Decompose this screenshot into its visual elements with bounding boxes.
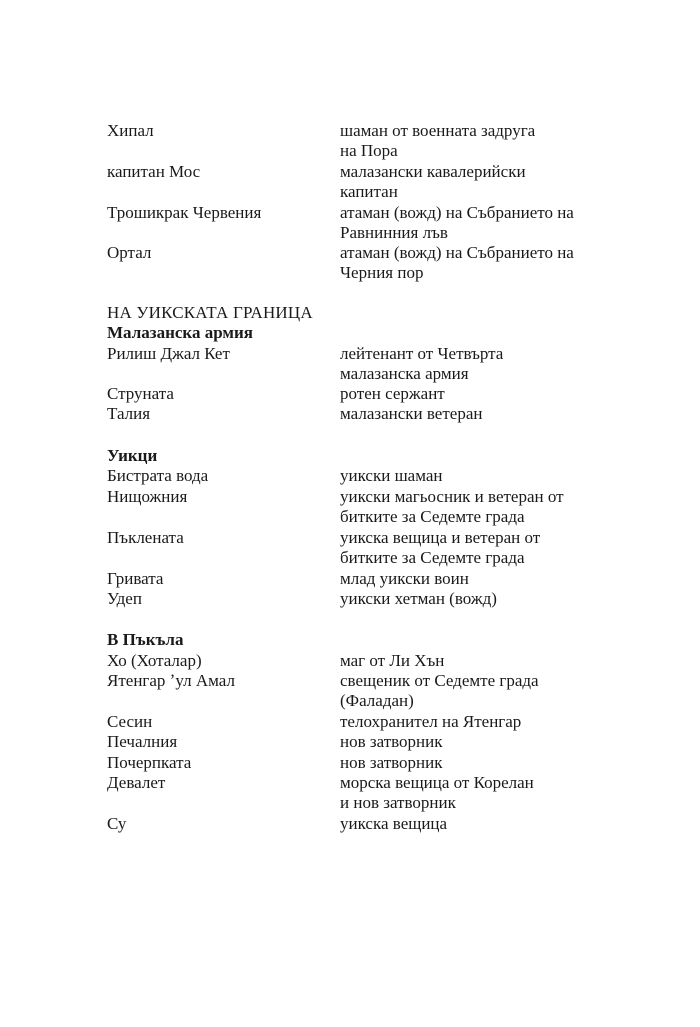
character-name: Нищожния xyxy=(107,487,188,506)
description-line: уикска вещица и ветеран от xyxy=(340,528,541,547)
character-description xyxy=(340,814,625,834)
character-description xyxy=(340,651,625,671)
character-description xyxy=(340,344,625,384)
character-name: капитан Мос xyxy=(107,162,201,181)
description-line: битките за Седемте града xyxy=(340,507,525,526)
description-line: уикски хетман (вожд) xyxy=(340,589,497,608)
description-line: капитан xyxy=(340,182,398,201)
character-name: Удеп xyxy=(107,589,142,608)
character-name: Ятенгар ʼул Амал xyxy=(107,671,235,690)
description-line: и нов затворник xyxy=(340,793,456,812)
description-line: битките за Седемте града xyxy=(340,548,525,567)
character-name: Пъклената xyxy=(107,528,184,547)
character-description xyxy=(340,404,625,424)
description-line: (Фаладан) xyxy=(340,691,414,710)
character-description xyxy=(340,466,625,486)
description-line: Равнинния лъв xyxy=(340,223,448,242)
character-name: Рилиш Джал Кет xyxy=(107,344,230,363)
character-description xyxy=(340,671,625,711)
character-description xyxy=(340,203,625,243)
description-line: шаман от военната задруга xyxy=(340,121,536,140)
description-line: телохранител на Ятенгар xyxy=(340,712,522,731)
character-name: Почерпката xyxy=(107,753,192,772)
character-description xyxy=(340,569,625,589)
character-name: Девалет xyxy=(107,773,166,792)
group-heading: Малазанска армия xyxy=(107,323,253,342)
description-line: малазанска армия xyxy=(340,364,469,383)
description-line: малазански кавалерийски xyxy=(340,162,526,181)
character-name: Ортал xyxy=(107,243,152,262)
description-line: свещеник от Седемте града xyxy=(340,671,539,690)
character-name: Талия xyxy=(107,404,151,423)
character-description xyxy=(340,162,625,202)
character-description xyxy=(340,712,625,732)
character-name: Бистрата вода xyxy=(107,466,209,485)
description-line: атаман (вожд) на Събранието на xyxy=(340,243,574,262)
description-line: нов затворник xyxy=(340,753,443,772)
character-description xyxy=(340,243,625,283)
section-title: НА УИКСКАТА ГРАНИЦА xyxy=(107,303,313,322)
description-line: уикска вещица xyxy=(340,814,448,833)
character-name: Печалния xyxy=(107,732,178,751)
description-line: малазански ветеран xyxy=(340,404,483,423)
character-description xyxy=(340,732,625,752)
description-line: Черния пор xyxy=(340,263,424,282)
group-heading: В Пъкъла xyxy=(107,630,184,649)
character-name: Хо (Хоталар) xyxy=(107,651,202,670)
description-line: ротен сержант xyxy=(340,384,445,403)
character-name: Сесин xyxy=(107,712,153,731)
description-line: уикски магьосник и ветеран от xyxy=(340,487,564,506)
character-description xyxy=(340,753,625,773)
character-name: Су xyxy=(107,814,127,833)
description-line: морска вещица от Корелан xyxy=(340,773,534,792)
description-line: на Пора xyxy=(340,141,398,160)
character-name: Хипал xyxy=(107,121,154,140)
character-name: Струната xyxy=(107,384,174,403)
character-description xyxy=(340,121,625,161)
character-description xyxy=(340,528,625,568)
group-heading: Уикци xyxy=(107,446,158,465)
description-line: лейтенант от Четвърта xyxy=(340,344,504,363)
description-line: нов затворник xyxy=(340,732,443,751)
character-description xyxy=(340,487,625,527)
character-name: Гривата xyxy=(107,569,164,588)
character-description xyxy=(340,384,625,404)
character-description xyxy=(340,589,625,609)
description-line: млад уикски воин xyxy=(340,569,469,588)
description-line: атаман (вожд) на Събранието на xyxy=(340,203,574,222)
description-line: маг от Ли Хън xyxy=(340,651,445,670)
character-name: Трошикрак Червения xyxy=(107,203,262,222)
character-description xyxy=(340,773,625,813)
description-line: уикски шаман xyxy=(340,466,443,485)
